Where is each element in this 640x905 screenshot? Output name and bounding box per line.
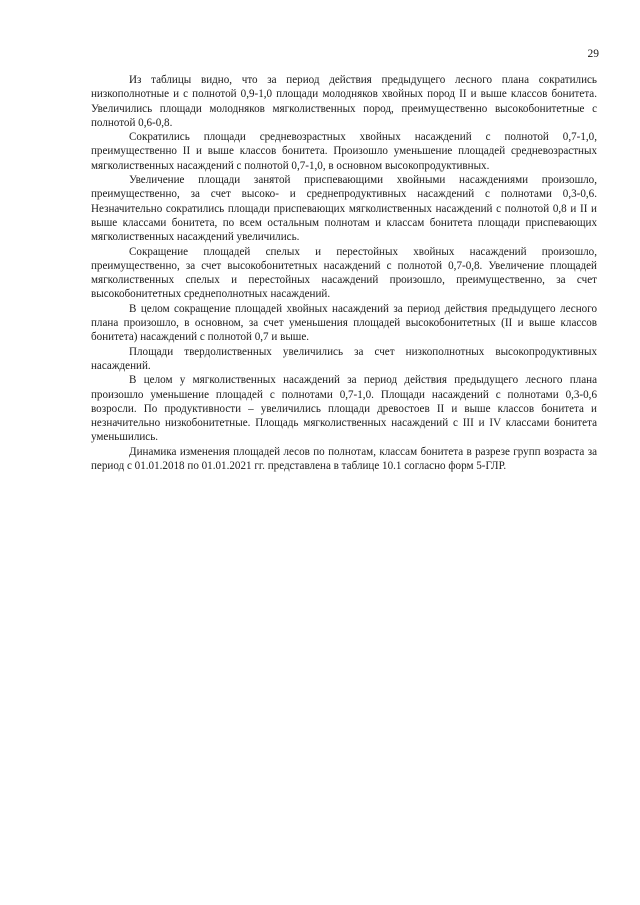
page-number: 29 [587, 48, 599, 60]
paragraph-seedlings: Из таблицы видно, что за период действия предыдущего лесного плана сократились низкополнотные и с полнотой 0,9-1,0 площади молодняков хвойных пород II и выше классов бонитета. Увеличились площади молодняков мягколиственных пород, преимущественно высокобонитетные с полнотой 0,6-0,8. [91, 74, 597, 129]
body-text [91, 73, 597, 473]
paragraph-mature-overmature: Сокращение площадей спелых и перестойных хвойных насаждений произошло, преимущественно, за счет высокобонитетных насаждений с полнотой 0,7-0,8. Увеличение площадей мягколиственных спелых и перестойных насаждений произошло, преимущественно, за счет высокобонитетных среднеполнотных насаждений. [91, 245, 597, 301]
paragraph-middle-aged: Сократились площади средневозрастных хвойных насаждений с полнотой 0,7-1,0, преимущественно II и выше классов бонитета. Произошло уменьшение площадей средневозрастных мягколиственных насаждений с полнотой 0,7-1,0, в основном высокопродуктивных. [91, 131, 597, 172]
paragraph-table-reference: Динамика изменения площадей лесов по полнотам, классам бонитета в разрезе групп возраста за период с 01.01.2018 по 01.01.2021 гг. представлена в таблице 10.1 согласно форм 5-ГЛР. [91, 445, 597, 473]
paragraph-maturing: Увеличение площади занятой приспевающими хвойными насаждениями произошло, преимущественно, за счет высоко- и среднепродуктивных насаждений с полнотами 0,3-0,6. Незначительно сократились площади приспевающих мягколиственных насаждений с полнотой 0,8 и II и выше классами бонитета, по всем остальным полнотам и классам бонитета площади приспевающих мягколиственных насаждений увеличились. [91, 174, 597, 244]
paragraph-hardwood: Площади твердолиственных увеличились за счет низкополнотных высокопродуктивных насаждений. [91, 345, 597, 372]
paragraph-softwood-summary: В целом у мягколиственных насаждений за период действия предыдущего лесного плана произошло уменьшение площадей с полнотами 0,7-1,0. Площади насаждений с полнотами 0,3-0,6 возросли. По продуктивности – увеличились площади древостоев II и выше классов бонитета и незначительно низкобонитетные. Площадь мягколиственных насаждений с III и IV классами бонитета уменьшились. [91, 374, 597, 444]
paragraph-coniferous-summary: В целом сокращение площадей хвойных насаждений за период действия предыдущего лесного плана произошло, в основном, за счет уменьшения площадей высокобонитетных (II и выше классов бонитета) насаждений с полнотой 0,7 и выше. [91, 302, 597, 344]
